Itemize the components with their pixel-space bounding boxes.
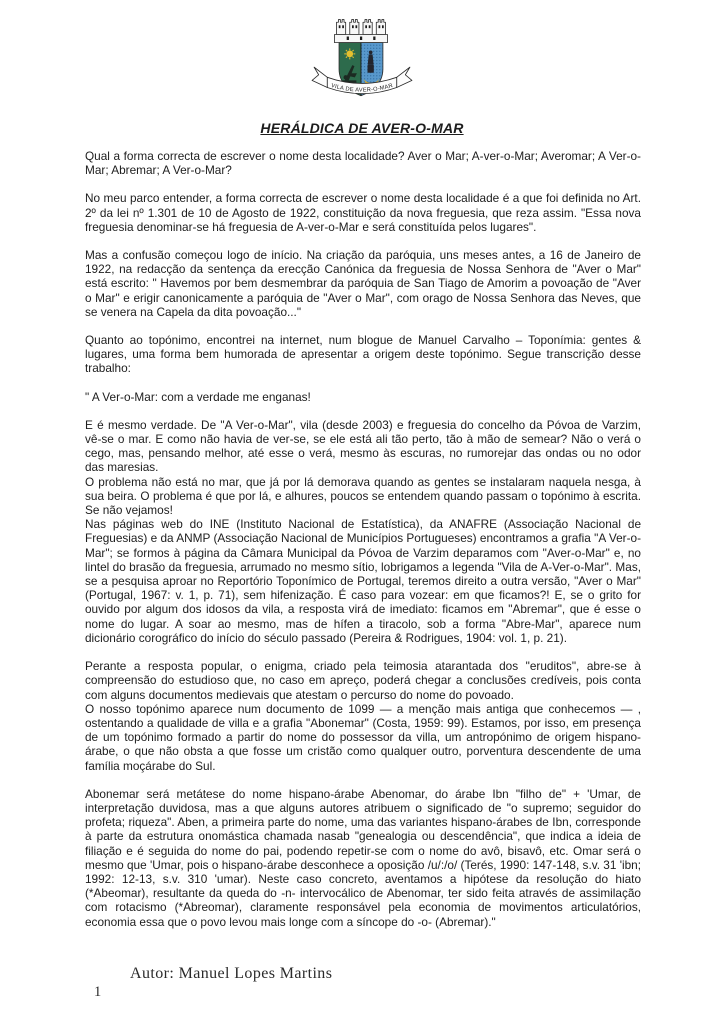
paragraph: " A Ver-o-Mar: com a verdade me enganas!	[85, 389, 311, 404]
page-number: 1	[94, 984, 102, 1000]
mural-crown-icon	[334, 20, 387, 43]
paragraph: O nosso topónimo aparece num documento de 1099 — a menção mais antiga que conhecemos — , ostentando a qualidade de villa e a grafia "Abonemar" (Costa, 1959: 99). Estamos, por isso, em presença de um topónimo formado a partir do nome do possessor da villa, um antropónimo de origem hispano-árabe, o que não obsta a que fosse um cristão como qualquer outro, porventura descendente de uma família moçárabe do Sul.	[85, 701, 641, 773]
paragraph: Abonemar será metátese do nome hispano-árabe Abenomar, do árabe Ibn "filho de" + 'Umar, de interpretação duvidosa, mas a que alguns autores atribuem o significado de "o supremo; seguidor do profeta; riqueza". Aben, a primeira parte do nome, uma das variantes hispano-árabes de Ibn, corresponde à parte da estrutura onomástica chamada nasab "genealogia ou descendência", que indica a ideia de filiação e é seguida do nome do pai, podendo repetir-se com o nome do avô, bisavô, etc. Omar será o mesmo que 'Umar, pois o hispano-árabe desconhece a oposição /u/:/o/ (Terés, 1990: 147-148, s.v. 31 'ibn; 1992: 12-13, s.v. 310 'umar). Neste caso concreto, aventamos a hipótese da resolução do hiato (*Abeomar), resultante da queda do -n- intervocálico de Abenomar, ter sido feita através de assimilação com rotacismo (*Abreomar), claramente responsável pela economia de movimentos articulatórios, economia essa que o povo levou mais longe com a síncope do -o- (Abremar)."	[85, 786, 641, 929]
motto-text: VILA DE AVER-O-MAR	[330, 82, 394, 94]
author-line: Autor: Manuel Lopes Martins	[130, 965, 333, 982]
coat-of-arms	[0, 10, 724, 112]
paragraph: No meu parco entender, a forma correcta de escrever o nome desta localidade é a que foi definida no Art. 2º da lei nº 1.301 de 10 de Agosto de 1922, constituição da nova freguesia, que reza assim. "Essa nova freguesia denominar-se há freguesia de A-ver-o-Mar e será constituída pelos lugares".	[85, 191, 641, 234]
coat-of-arms-icon	[304, 10, 420, 112]
page-title: HERÁLDICA DE AVER-O-MAR	[260, 120, 464, 136]
paragraph: Nas páginas web do INE (Instituto Nacional de Estatística), da ANAFRE (Associação Nacional de Freguesias) e da ANMP (Associação Nacional de Municípios Portugueses) encontramos a grafia "A Ver-o-Mar"; se formos à página da Câmara Municipal da Póvoa de Varzim deparamos com "Aver-o-Mar" e, no lintel do brasão da freguesia, arrumado no mesmo sítio, lobrigamos a legenda "Vila de A-Ver-o-Mar". Mas, se a pesquisa aproar no Reportório Toponímico de Portugal, teremos direito a outra versão, "Aver o Mar" (Portugal, 1967: v. 1, p. 71), sem hifenização. É caso para vozear: em que ficamos?! E, se o grito for ouvido por algum dos idosos da vila, a resposta virá de imediato: ficamos em "Abremar", que é esse o nome do lugar. A soar ao mesmo, mas de hífen a tiracolo, sob a forma "Abre-Mar", aparece num dicionário corográfico do início do século passado (Pereira & Rodrigues, 1904: vol. 1, p. 21).	[85, 517, 641, 645]
paragraph: Mas a confusão começou logo de início. Na criação da paróquia, uns meses antes, a 16 de Janeiro de 1922, na redacção da sentença da erecção Canónica da freguesia de Nossa Senhora de "Aver o Mar" está escrito: " Havemos por bem desmembrar da paróquia de San Tiago de Amorim a povoação de "Aver o Mar" e erigir canonicamente a paróquia de "Aver o Mar", com orago de Nossa Senhora das Neves, que se venera na Capela da dita povoação..."	[85, 248, 641, 319]
paragraph: E é mesmo verdade. De "A Ver-o-Mar", vila (desde 2003) e freguesia do concelho da Póvoa de Varzim, vê-se o mar. E como não havia de ver-se, se ele está ali tão perto, tão à mão de semear? Não o verá o cego, mas, pensando melhor, até esse o verá, mesmo às escuras, no rumorejar das ondas ou no odor das maresias.	[85, 417, 641, 475]
paragraph: Qual a forma correcta de escrever o nome desta localidade? Aver o Mar; A-ver-o-Mar; Averomar; A Ver-o-Mar; Abremar; A Ver-o-Mar?	[85, 149, 641, 178]
paragraph: Perante a resposta popular, o enigma, criado pela teimosia atarantada dos "eruditos", abre-se à compreensão do estudioso que, no caso em apreço, poderá chegar a conclusões credíveis, pois conta com alguns documentos medievais que atestam o percurso do nome do povoado.	[85, 659, 641, 702]
paragraph: O problema não está no mar, que já por lá demorava quando as gentes se instalaram naquela nesga, à sua beira. O problema é que por lá, e alhures, poucos se entendem quando passam o topónimo à escrita. Se não vejamos!	[85, 474, 641, 518]
paragraph: Quanto ao topónimo, encontrei na internet, num blogue de Manuel Carvalho – Toponímia: gentes & lugares, uma forma bem humorada de apresentar a origem deste topónimo. Segue transcrição desse trabalho:	[85, 333, 641, 376]
document-body	[85, 149, 641, 943]
sun-icon	[344, 48, 355, 59]
